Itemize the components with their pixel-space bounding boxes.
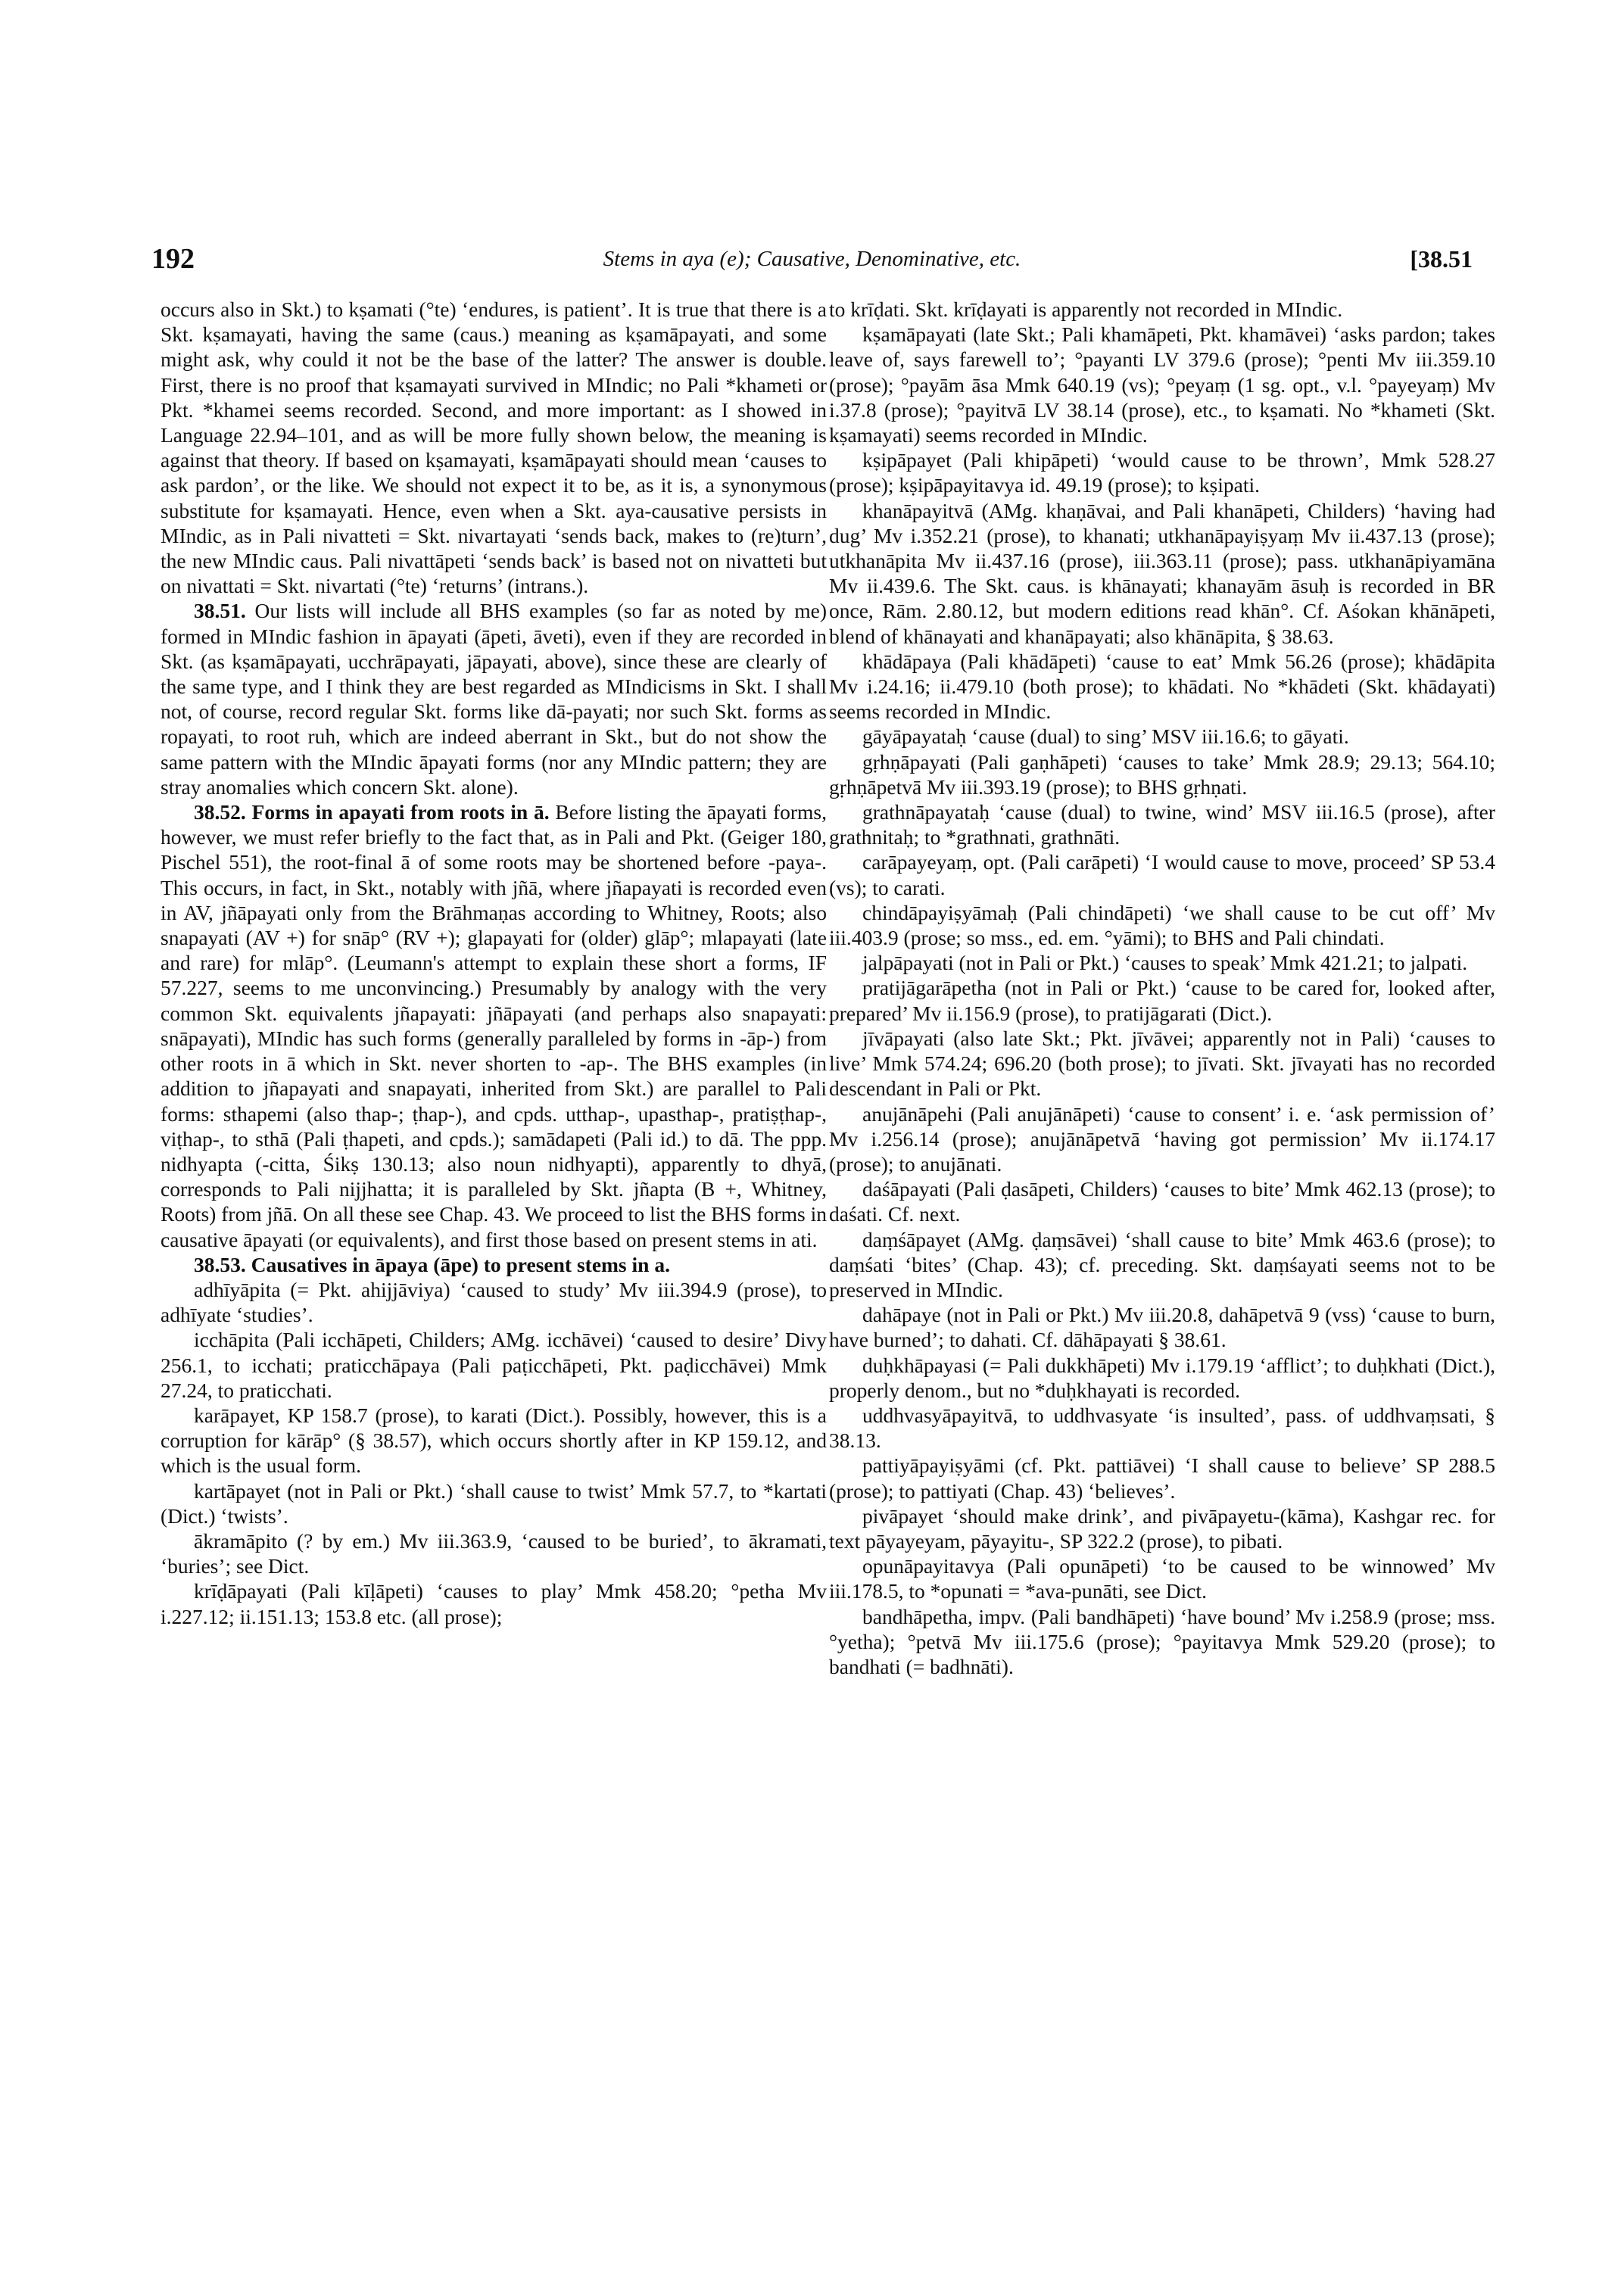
entry: pivāpayet ‘should make drink’, and pivāpayetu-(kāma), Kashgar rec. for text pāyayeyam, pāyayitu-, SP 322.2 (prose), to pibati. <box>829 1503 1495 1553</box>
entry: opunāpayitavya (Pali opunāpeti) ‘to be caused to be winnowed’ Mv iii.178.5, to *opunati = *ava-punāti, see Dict. <box>829 1554 1495 1603</box>
right-column <box>829 297 1495 1679</box>
entry: kṣipāpayet (Pali khipāpeti) ‘would cause to be thrown’, Mmk 528.27 (prose); kṣipāpayitavya id. 49.19 (prose); to kṣipati. <box>829 448 1495 497</box>
entry-continued: to krīḍati. Skt. krīḍayati is apparently not recorded in MIndic. <box>829 298 1343 321</box>
section-text: Before listing the āpayati forms, however, we must refer briefly to the fact that, as in Pali and Pkt. (Geiger 180, Pischel 551), the root-final ā of some roots may be shortened before -paya-. This occurs, in fact, in Skt., notably with jñā, where jñapayati is recorded even in AV, jñāpayati only from the Brāhmaṇas according to Whitney, Roots; also snapayati (AV +) for snāp° (RV +); glapayati for (older) glāp°; mlapayati (late and rare) for mlāp°. (Leumann's attempt to explain these short a forms, IF 57.227, seems to me unconvincing.) Presumably by analogy with the very common Skt. equivalents jñapayati: jñāpayati (and perhaps also snapayati: snāpayati), MIndic has such forms (generally paralleled by forms in -āp-) from other roots in ā which in Skt. never shorten to -ap-. The BHS examples (in addition to jñapayati and snapayati, inherited from Skt.) are parallel to Pali forms: sthapemi (also thap-; ṭhap-), and cpds. utthap-, upasthap-, pratiṣṭhap-, viṭhap-, to sthā (Pali ṭhapeti, and cpds.); samādapeti (Pali id.) to dā. The ppp. nidhyapta (-citta, Śikṣ 130.13; also noun nidhyapti), apparently to dhyā, corresponds to Pali nijjhatta; it is paralleled by Skt. jñapta (B +, Whitney, Roots) from jñā. On all these see Chap. 43. We proceed to list the BHS forms in causative āpayati (or equivalents), and first those based on present stems in ati. <box>161 800 828 1251</box>
entry: krīḍāpayati (Pali kīḷāpeti) ‘causes to play’ Mmk 458.20; °petha Mv i.227.12; ii.151.13; 153.8 etc. (all prose); <box>161 1579 827 1628</box>
entry: khādāpaya (Pali khādāpeti) ‘cause to eat’ Mmk 56.26 (prose); khādāpita Mv i.24.16; ii.479.10 (both prose); to khādati. No *khādeti (Skt. khādayati) seems recorded in MIndic. <box>829 649 1495 724</box>
page-number: 192 <box>151 243 195 275</box>
running-head <box>151 242 1473 288</box>
entry: carāpayeyaṃ, opt. (Pali carāpeti) ‘I would cause to move, proceed’ SP 53.4 (vs); to carati. <box>829 850 1495 899</box>
entry: khanāpayitvā (AMg. khaṇāvai, and Pali khanāpeti, Childers) ‘having had dug’ Mv i.352.21 (prose), to khanati; utkhanāpayiṣyaṃ Mv ii.437.13 (prose); utkhanāpita Mv ii.437.16 (prose), iii.363.11 (prose); pass. utkhanāpiyamāna Mv ii.439.6. The Skt. caus. is khānayati; khanayām āsuḥ is recorded in BR once, Rām. 2.80.12, but modern editions read khān°. Cf. Aśokan khānāpeti, blend of khānayati and khanāpayati; also khānāpita, § 38.63. <box>829 498 1495 648</box>
entry: karāpayet, KP 158.7 (prose), to karati (Dict.). Possibly, however, this is a corruption for kārāp° (§ 38.57), which occurs shortly after in KP 159.12, and which is the usual form. <box>161 1403 827 1478</box>
section-number: 38.52. <box>194 800 246 824</box>
running-title: Stems in aya (e); Causative, Denominative, etc. <box>603 247 1021 271</box>
entry: adhīyāpita (= Pkt. ahijjāviya) ‘caused to study’ Mv iii.394.9 (prose), to adhīyate ‘studies’. <box>161 1277 827 1327</box>
entry: daśāpayati (Pali ḍasāpeti, Childers) ‘causes to bite’ Mmk 462.13 (prose); to daśati. Cf. next. <box>829 1177 1495 1226</box>
entry: jalpāpayati (not in Pali or Pkt.) ‘causes to speak’ Mmk 421.21; to jalpati. <box>862 951 1468 975</box>
section-reference: [38.51 <box>1410 245 1473 273</box>
entry: uddhvasyāpayitvā, to uddhvasyate ‘is insulted’, pass. of uddhvaṃsati, § 38.13. <box>829 1403 1495 1453</box>
entry: dahāpaye (not in Pali or Pkt.) Mv iii.20.8, dahāpetvā 9 (vss) ‘cause to burn, have burned’; to dahati. Cf. dāhāpayati § 38.61. <box>829 1303 1495 1352</box>
entry: ākramāpito (? by em.) Mv iii.363.9, ‘caused to be buried’, to ākramati, ‘buries’; see Dict. <box>161 1528 827 1578</box>
entry: kartāpayet (not in Pali or Pkt.) ‘shall cause to twist’ Mmk 57.7, to *kartati (Dict.) ‘twists’. <box>161 1478 827 1528</box>
section-text: Our lists will include all BHS examples (so far as noted by me) formed in MIndic fashion in āpayati (āpeti, āveti), even if they are recorded in Skt. (as kṣamāpayati, ucchrāpayati, jāpayati, above), since these are clearly of the same type, and I think they are best regarded as MIndicisms in Skt. I shall not, of course, record regular Skt. forms like dā-payati; nor such Skt. forms as ropayati, to root ruh, which are indeed aberrant in Skt., but do not show the same pattern with the MIndic āpayati forms (nor any MIndic pattern; they are stray anomalies which concern Skt. alone). <box>161 599 828 799</box>
entry: pratijāgarāpetha (not in Pali or Pkt.) ‘cause to be cared for, looked after, prepared’ Mv ii.156.9 (prose), to pratijāgarati (Dict.). <box>829 976 1495 1025</box>
entry: pattiyāpayiṣyāmi (cf. Pkt. pattiāvei) ‘I shall cause to believe’ SP 288.5 (prose); to pattiyati (Chap. 43) ‘believes’. <box>829 1453 1495 1503</box>
entry: daṃśāpayet (AMg. ḍaṃsāvei) ‘shall cause to bite’ Mmk 463.6 (prose); to daṃśati ‘bites’ (Chap. 43); cf. preceding. Skt. daṃśayati seems not to be preserved in MIndic. <box>829 1227 1495 1301</box>
entry: chindāpayiṣyāmaḥ (Pali chindāpeti) ‘we shall cause to be cut off’ Mv iii.403.9 (prose; so mss., ed. em. °yāmi); to BHS and Pali chindati. <box>829 900 1495 950</box>
entry: duḥkhāpayasi (= Pali dukkhāpeti) Mv i.179.19 ‘afflict’; to duḥkhati (Dict.), properly denom., but no *duḥkhayati is recorded. <box>829 1353 1495 1402</box>
section-38-52 <box>161 799 827 1252</box>
entry: anujānāpehi (Pali anujānāpeti) ‘cause to consent’ i. e. ‘ask permission of’ Mv i.256.14 (prose); anujānāpetvā ‘having got permission’ Mv ii.174.17 (prose); to anujānati. <box>829 1101 1495 1176</box>
section-38-53 <box>161 1252 827 1277</box>
entry: bandhāpetha, impv. (Pali bandhāpeti) ‘have bound’ Mv i.258.9 (prose; mss. °yetha); °petvā Mv iii.175.6 (prose); °payitavya Mmk 529.20 (prose); to bandhati (= badhnāti). <box>829 1604 1495 1678</box>
entry: grathnāpayataḥ ‘cause (dual) to twine, wind’ MSV iii.16.5 (prose), after grathnitaḥ; to *grathnati, grathnāti. <box>829 800 1495 849</box>
section-number: 38.51. <box>194 599 246 623</box>
section-number: 38.53. <box>194 1252 246 1276</box>
entry: jīvāpayati (also late Skt.; Pkt. jīvāvei; apparently not in Pali) ‘causes to live’ Mmk 574.24; 696.20 (both prose); to jīvati. Skt. jīvayati has no recorded descendant in Pali or Pkt. <box>829 1026 1495 1101</box>
entry: icchāpita (Pali icchāpeti, Childers; AMg. icchāvei) ‘caused to desire’ Divy 256.1, to icchati; praticchāpaya (Pali paṭicchāpeti, Pkt. paḍicchāvei) Mmk 27.24, to praticchati. <box>161 1328 827 1402</box>
section-title: Causatives in āpaya (āpe) to present stems in a. <box>251 1252 670 1276</box>
section-38-51 <box>161 598 827 799</box>
entry: gṛhṇāpayati (Pali gaṇhāpeti) ‘causes to take’ Mmk 28.9; 29.13; 564.10; gṛhṇāpetvā Mv iii.393.19 (prose); to BHS gṛhṇati. <box>829 749 1495 799</box>
entry: gāyāpayataḥ ‘cause (dual) to sing’ MSV iii.16.6; to gāyati. <box>862 724 1349 749</box>
entry: kṣamāpayati (late Skt.; Pali khamāpeti, Pkt. khamāvei) ‘asks pardon; takes leave of, says farewell to’; °payanti LV 379.6 (prose); °penti Mv iii.359.10 (prose); °payām āsa Mmk 640.19 (vs); °peyaṃ (1 sg. opt., v.l. °payeyaṃ) Mv i.37.8 (prose); °payitvā LV 38.14 (prose), etc., to kṣamati. No *khameti (Skt. kṣamayati) seems recorded in MIndic. <box>829 322 1495 447</box>
paragraph: occurs also in Skt.) to kṣamati (°te) ‘endures, is patient’. It is true that there is a Skt. kṣamayati, having the same (caus.) meaning as kṣamāpayati, and some might ask, why could it not be the base of the latter? The answer is double. First, there is no proof that kṣamayati survived in MIndic; no Pali *khameti or Pkt. *khamei seems recorded. Second, and more important: as I showed in Language 22.94–101, and as will be more fully shown below, the meaning is against that theory. If based on kṣamayati, kṣamāpayati should mean ‘causes to ask pardon’, or the like. We should not expect it to be, as it is, a synonymous substitute for kṣamayati. Hence, even when a Skt. aya-causative persists in MIndic, as in Pali nivatteti = Skt. nivartayati ‘sends back, makes to (re)turn’, the new MIndic caus. Pali nivattāpeti ‘sends back’ is based not on nivatteti but on nivattati = Skt. nivartati (°te) ‘returns’ (intrans.). <box>161 298 827 598</box>
section-title: Forms in apayati from roots in ā. <box>251 800 550 824</box>
left-column <box>161 297 827 1629</box>
